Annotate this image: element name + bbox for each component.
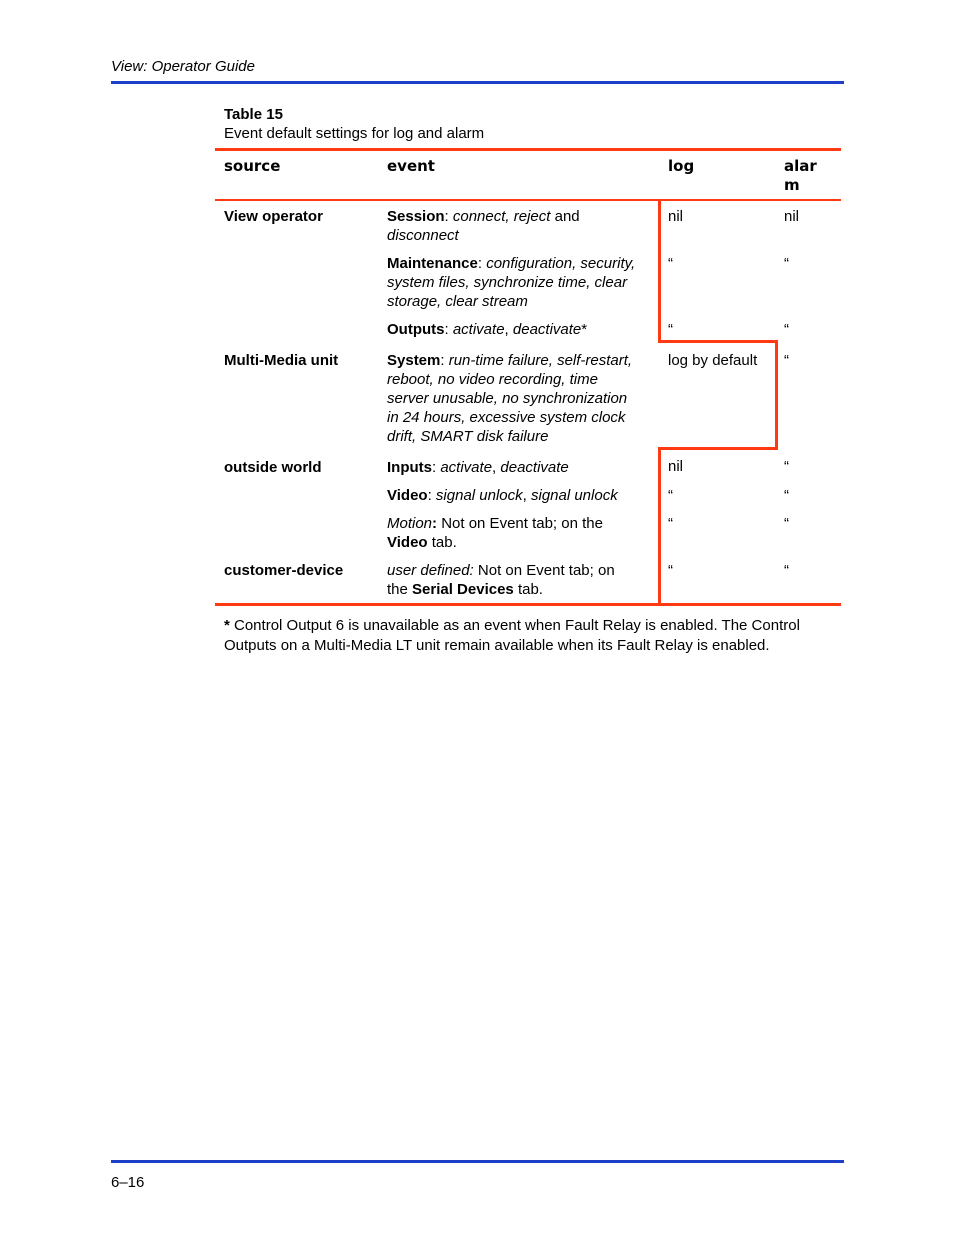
footer-rule	[111, 1160, 844, 1163]
alarm-inputs: “	[784, 458, 789, 475]
event-inputs: Inputs: activate, deactivate	[387, 459, 569, 476]
log-box-left-lower	[658, 447, 661, 604]
log-box-right	[775, 340, 778, 450]
header-bottom-rule	[215, 199, 841, 201]
log-motion: “	[668, 515, 673, 532]
alarm-system: “	[784, 352, 789, 369]
log-video: “	[668, 487, 673, 504]
log-outputs: “	[668, 321, 673, 338]
alarm-user-defined: “	[784, 562, 789, 579]
table-bottom-rule	[215, 603, 841, 606]
log-box-step-top	[658, 340, 778, 343]
log-inputs: nil	[668, 458, 684, 475]
source-view-operator: View operator	[224, 208, 323, 225]
log-box-left-upper	[658, 201, 661, 341]
alarm-motion: “	[784, 515, 789, 532]
log-session: nil	[668, 208, 684, 225]
col-header-alarm: alar m	[784, 157, 817, 194]
event-video: Video: signal unlock, signal unlock	[387, 487, 618, 504]
log-box-step-bottom	[658, 447, 778, 450]
alarm-outputs: “	[784, 321, 789, 338]
header-rule	[111, 81, 844, 84]
page-number: 6–16	[111, 1174, 145, 1191]
alarm-video: “	[784, 487, 789, 504]
log-maintenance: “	[668, 255, 673, 272]
event-motion: Motion: Not on Event tab; on the Video tab.	[387, 515, 603, 551]
event-user-defined: user defined: Not on Event tab; on the Serial Devices tab.	[387, 562, 615, 598]
alarm-maintenance: “	[784, 255, 789, 272]
event-system: System: run-time failure, self-restart, reboot, no video recording, time server unusable, no synchronization in 24 hours, excessive system clock drift, SMART disk failure	[387, 352, 633, 445]
col-header-log: log	[668, 157, 695, 175]
event-session: Session: connect, reject and disconnect	[387, 208, 580, 244]
running-header: View: Operator Guide	[111, 58, 255, 75]
event-outputs: Outputs: activate, deactivate*	[387, 321, 588, 338]
event-maintenance: Maintenance: configuration, security, system files, synchronize time, clear storage, clear stream	[387, 255, 636, 310]
table-caption: Event default settings for log and alarm	[224, 125, 485, 142]
table-footnote: * Control Output 6 is unavailable as an event when Fault Relay is enabled. The Control Outputs on a Multi-Media LT unit remain available when its Fault Relay is enabled.	[224, 617, 800, 654]
source-outside-world: outside world	[224, 459, 322, 476]
alarm-session: nil	[784, 208, 800, 225]
event-defaults-table	[215, 148, 841, 606]
log-user-defined: “	[668, 562, 673, 579]
col-header-source: source	[224, 157, 281, 175]
source-customer-device: customer-device	[224, 562, 344, 579]
col-header-event: event	[387, 157, 435, 175]
log-system: log by default	[668, 352, 758, 369]
table-number: Table 15	[224, 106, 283, 123]
table-top-rule	[215, 148, 841, 151]
source-multimedia-unit: Multi-Media unit	[224, 352, 339, 369]
